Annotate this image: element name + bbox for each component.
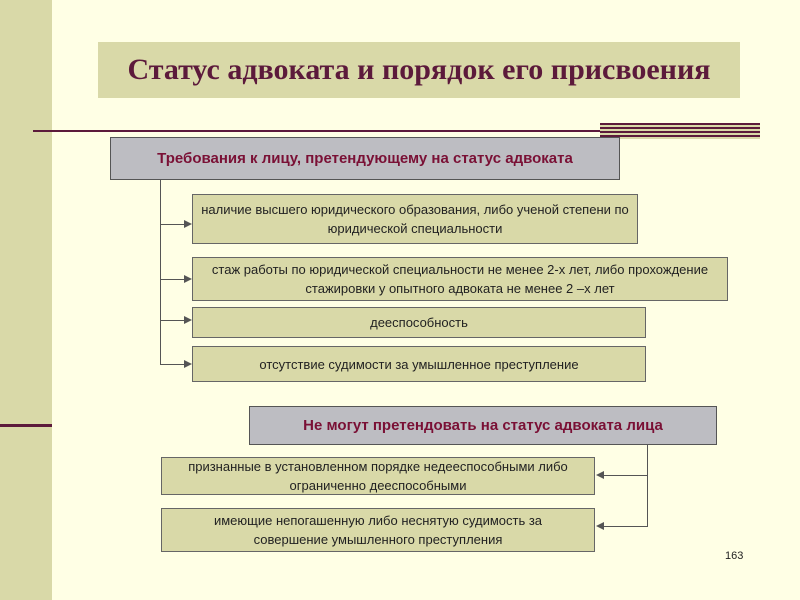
title-rule [33, 130, 600, 132]
requirements-connector-vertical [160, 180, 161, 365]
requirement-item-experience: стаж работы по юридической специальности не менее 2-х лет, либо прохождение стажировки у опытного адвоката не менее 2 –х лет [192, 257, 728, 301]
title-rule-striped [600, 123, 760, 139]
exclusion-item-conviction: имеющие непогашенную либо неснятую судимость за совершение умышленного преступления [161, 508, 595, 552]
requirements-header: Требования к лицу, претендующему на статус адвоката [110, 137, 620, 180]
left-decor-bar [0, 0, 52, 600]
page-number: 163 [725, 550, 744, 562]
connector-branch [160, 364, 186, 365]
slide-title: Статус адвоката и порядок его присвоения [98, 42, 740, 98]
arrow-icon [596, 471, 604, 479]
connector-branch [603, 475, 647, 476]
connector-branch [160, 279, 186, 280]
left-decor-line [0, 424, 52, 427]
arrow-icon [596, 522, 604, 530]
connector-branch [160, 320, 186, 321]
arrow-icon [184, 220, 192, 228]
exclusions-connector-vertical [647, 445, 648, 527]
arrow-icon [184, 316, 192, 324]
exclusion-item-incapable: признанные в установленном порядке недееспособными либо ограниченно дееспособными [161, 457, 595, 495]
arrow-icon [184, 275, 192, 283]
exclusions-header: Не могут претендовать на статус адвоката лица [249, 406, 717, 445]
arrow-icon [184, 360, 192, 368]
requirement-item-education: наличие высшего юридического образования, либо ученой степени по юридической специальности [192, 194, 638, 244]
connector-branch [603, 526, 647, 527]
requirement-item-capacity: дееспособность [192, 307, 646, 338]
requirement-item-no-conviction: отсутствие судимости за умышленное преступление [192, 346, 646, 382]
connector-branch [160, 224, 186, 225]
